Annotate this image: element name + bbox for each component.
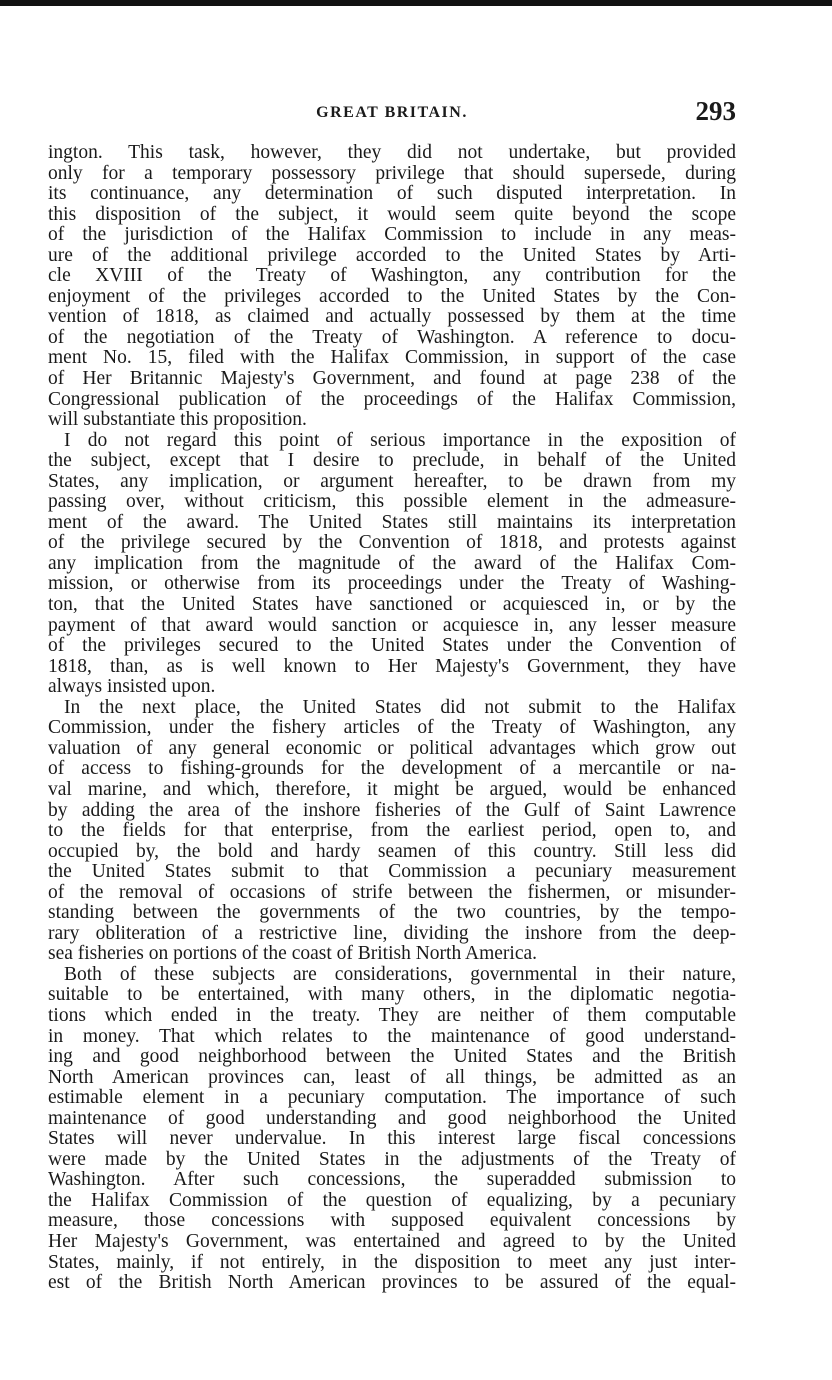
text-line: Commission, under the fishery articles of the Treaty of Washington, any (48, 717, 736, 739)
text-line: ton, that the United States have sanctioned or acquiesced in, or by the (48, 594, 736, 616)
text-line: Her Majesty's Government, was entertained and agreed to by the United (48, 1230, 736, 1252)
text-line: estimable element in a pecuniary computation. The importance of such (48, 1087, 736, 1109)
text-line: States, mainly, if not entirely, in the disposition to meet any just inter- (48, 1251, 736, 1273)
text-line: occupied by, the bold and hardy seamen of this country. Still less did (48, 840, 736, 862)
text-line: to the fields for that enterprise, from the earliest period, open to, and (48, 820, 736, 842)
text-line: rary obliteration of a restrictive line, dividing the inshore from the deep- (48, 922, 736, 944)
text-line: enjoyment of the privileges accorded to the United States by the Con- (48, 285, 736, 307)
text-line: of the privilege secured by the Convention of 1818, and protests against (48, 532, 736, 554)
text-line: val marine, and which, therefore, it might be argued, would be enhanced (48, 778, 736, 800)
text-line: always insisted upon. (48, 676, 216, 698)
text-line: only for a temporary possessory privilege that should supersede, during (48, 162, 736, 184)
text-line: maintenance of good understanding and good neighborhood the United (48, 1107, 736, 1129)
text-line: of Her Britannic Majesty's Government, and found at page 238 of the (48, 368, 736, 390)
text-line: est of the British North American provinces to be assured of the equal- (48, 1272, 736, 1294)
text-line: 1818, than, as is well known to Her Majesty's Government, they have (48, 655, 736, 677)
text-line: sea fisheries on portions of the coast of British North America. (48, 943, 538, 965)
text-line: ington. This task, however, they did not undertake, but provided (48, 142, 736, 163)
text-line: this disposition of the subject, it would seem quite beyond the scope (48, 203, 736, 225)
text-line: measure, those concessions with supposed equivalent concessions by (48, 1210, 736, 1232)
paragraph-first-line: I do not regard this point of serious importance in the exposition of (64, 429, 736, 451)
text-line: of the privileges secured to the United States under the Convention of (48, 635, 736, 657)
text-line: North American provinces can, least of all things, be admitted as an (48, 1066, 736, 1088)
paragraph-first-line: Both of these subjects are considerations, governmental in their nature, (64, 963, 736, 985)
text-line: mission, or otherwise from its proceedings under the Treaty of Washing- (48, 573, 736, 595)
text-line: of access to fishing-grounds for the development of a mercantile or na- (48, 758, 736, 780)
text-line: ing and good neighborhood between the United States and the British (48, 1046, 736, 1068)
text-line: Congressional publication of the proceedings of the Halifax Commission, (48, 388, 736, 410)
text-line: in money. That which relates to the maintenance of good understand- (48, 1025, 736, 1047)
text-line: the subject, except that I desire to preclude, in behalf of the United (48, 450, 736, 472)
text-line: standing between the governments of the two countries, by the tempo- (48, 902, 736, 924)
text-line: cle XVIII of the Treaty of Washington, any contribution for the (48, 265, 736, 287)
text-line: ment No. 15, filed with the Halifax Commission, in support of the case (48, 347, 736, 369)
text-line: States will never undervalue. In this interest large fiscal concessions (48, 1128, 736, 1150)
text-line: Washington. After such concessions, the superadded submission to (48, 1169, 736, 1191)
text-line: will substantiate this proposition. (48, 409, 307, 431)
text-line: States, any implication, or argument hereafter, to be drawn from my (48, 470, 736, 492)
page-number: 293 (695, 96, 736, 126)
text-line: the United States submit to that Commission a pecuniary measurement (48, 861, 736, 883)
text-line: tions which ended in the treaty. They are neither of them computable (48, 1004, 736, 1026)
text-line: valuation of any general economic or political advantages which grow out (48, 737, 736, 759)
text-line: vention of 1818, as claimed and actually possessed by them at the time (48, 306, 736, 328)
paragraph-first-line: In the next place, the United States did not submit to the Halifax (64, 696, 736, 718)
text-line: suitable to be entertained, with many others, in the diplomatic negotia- (48, 984, 736, 1006)
text-line: payment of that award would sanction or acquiesce in, any lesser measure (48, 614, 736, 636)
running-head (48, 92, 736, 132)
text-line: any implication from the magnitude of the award of the Halifax Com- (48, 552, 736, 574)
text-line: its continuance, any determination of such disputed interpretation. In (48, 183, 736, 205)
text-line: of the removal of occasions of strife between the fishermen, or misunder- (48, 881, 736, 903)
text-line: ure of the additional privilege accorded to the United States by Arti- (48, 244, 736, 266)
text-line: of the negotiation of the Treaty of Washington. A reference to docu- (48, 326, 736, 348)
text-line: passing over, without criticism, this possible element in the admeasure- (48, 491, 736, 513)
body-text (48, 143, 736, 1294)
top-edge-rule (0, 0, 832, 6)
text-line: ment of the award. The United States still maintains its interpretation (48, 511, 736, 533)
running-head-title: GREAT BRITAIN. (316, 104, 468, 121)
text-line: by adding the area of the inshore fisheries of the Gulf of Saint Lawrence (48, 799, 736, 821)
text-line: the Halifax Commission of the question of equalizing, by a pecuniary (48, 1189, 736, 1211)
text-line: were made by the United States in the adjustments of the Treaty of (48, 1148, 736, 1170)
text-line: of the jurisdiction of the Halifax Commission to include in any meas- (48, 224, 736, 246)
